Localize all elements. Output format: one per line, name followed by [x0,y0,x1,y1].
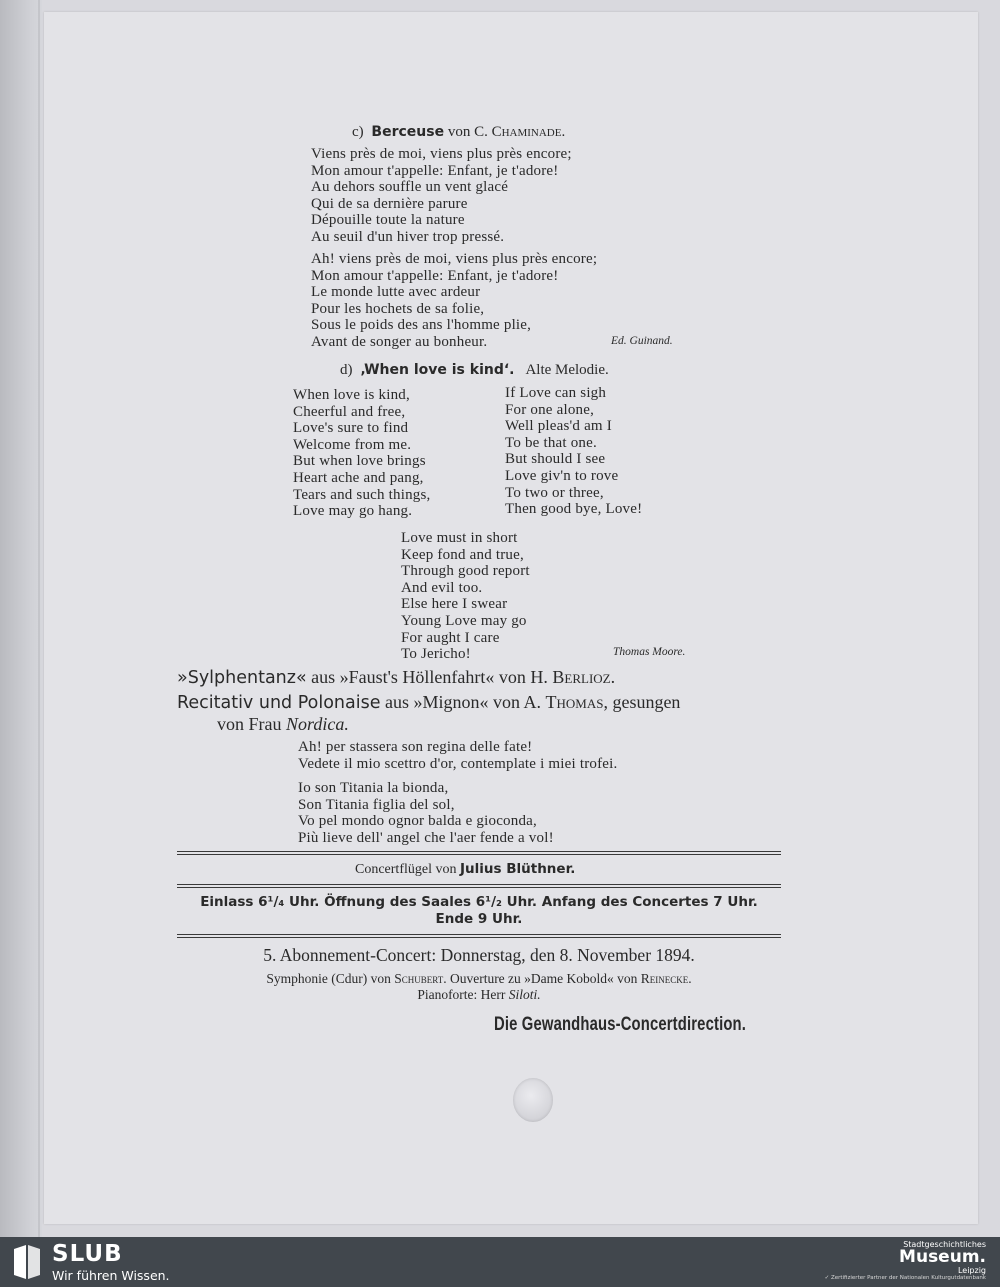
verse-line: For aught I care [401,629,500,646]
verse-line: To Jericho! [401,646,471,663]
verse-line: Love must in short [401,530,518,546]
when-love-title: ‚When love is kind‘. [360,362,515,378]
verse-line: To two or three, [505,484,604,501]
polonaise-title: Recitativ und Polonaise [177,693,381,713]
verse-line: Vedete il mio scettro d'or, contemplate i miei trofei. [298,755,618,772]
slub-logo-icon[interactable] [12,1243,42,1281]
verse-line: Sous le poids des ans l'homme plie, [311,317,532,334]
verse-line: Cheerful and free, [293,403,406,420]
sylphentanz-line: »Sylphentanz« aus »Faust's Höllenfahrt« von H. Berlioz. [177,667,616,688]
verse-line: Love's sure to find [293,420,409,437]
verse-line: Well pleas'd am I [505,418,612,435]
verse-line: Pour les hochets de sa folie, [311,300,485,317]
berceuse-stanza-1 [311,146,572,246]
aria-stanza-1 [298,739,617,772]
verse-line: Mon amour t'appelle: Enfant, je t'adore! [311,162,559,179]
divider-rule [177,884,781,888]
when-love-stanza-1 [293,387,431,520]
aria-stanza-2 [298,780,554,846]
museum-logo[interactable]: Stadtgeschichtliches Museum. Leipzig ✓ Zertifizierter Partner der Nationalen Kulturgutdatenbank [824,1240,986,1281]
verse-line: Au dehors souffle un vent glacé [311,179,509,196]
verse-line: Tears and such things, [293,486,431,503]
next-concert-line: 5. Abonnement-Concert: Donnerstag, den 8. November 1894. [263,945,695,965]
verse-line: Dépouille toute la nature [311,212,465,229]
singer-name: Nordica. [286,714,349,734]
verse-line: When love is kind, [293,387,410,403]
sylphentanz-title: »Sylphentanz« [177,668,307,688]
verse-line: Au seuil d'un hiver trop pressé. [311,228,505,245]
verse-line: Then good bye, Love! [505,501,643,518]
verse-line: Mon amour t'appelle: Enfant, je t'adore! [311,267,559,284]
when-love-stanza-3 [401,530,530,663]
verse-line: Son Titania figlia del sol, [298,796,455,813]
page-edge-shadow [0,0,42,1237]
verse-line: Welcome from me. [293,436,412,453]
next-concert-soloist: Pianoforte: Herr Siloti. [417,987,541,1002]
berceuse-title: Berceuse [371,124,445,140]
polonaise-singer-line: von Frau Nordica. [217,714,349,734]
when-love-subtitle: Alte Melodie. [525,362,609,378]
embossed-seal [513,1078,553,1122]
verse-line: Love may go hang. [293,503,413,520]
when-love-heading: d) ‚When love is kind‘. Alte Melodie. [340,362,609,378]
verse-line: Young Love may go [401,612,527,629]
verse-line: Love giv'n to rove [505,467,619,484]
divider-rule [177,934,781,938]
times-line-2: Ende 9 Uhr. [435,911,523,927]
divider-rule [177,851,781,855]
verse-line: Più lieve dell' angel che l'aer fende a vol! [298,829,554,846]
piano-credit: Concertflügel von Julius Blüthner. [355,861,576,877]
times-line-1: Einlass 6¹/₄ Uhr. Öffnung des Saales 6¹/₂ Uhr. Anfang des Concertes 7 Uhr. [200,894,758,910]
when-love-author: Thomas Moore. [613,646,686,658]
verse-line: Keep fond and true, [401,546,524,563]
verse-line: Viens près de moi, viens plus près encore; [311,146,572,162]
concert-direction-signature: Die Gewandhaus-Concertdirection. [494,1014,747,1035]
verse-line: But should I see [505,451,606,468]
next-concert-program: Symphonie (Cdur) von Schubert. Ouverture zu »Dame Kobold« von Reinecke. [266,971,692,986]
berceuse-heading: c) Berceuse von C. Chaminade. [352,124,566,140]
verse-line: Io son Titania la bionda, [298,780,449,796]
verse-line: And evil too. [401,579,483,596]
verse-line: Qui de sa dernière parure [311,195,468,212]
verse-line: Through good report [401,563,530,580]
verse-line: Avant de songer au bonheur. [311,333,488,350]
verse-line: Ah! per stassera son regina delle fate! [298,739,533,755]
binding-gutter [38,0,40,1237]
verse-line: Else here I swear [401,596,508,613]
verse-line: For one alone, [505,401,595,418]
verse-line: To be that one. [505,434,597,451]
when-love-stanza-2 [505,385,642,518]
verse-line: Vo pel mondo ognor balda e gioconda, [298,813,537,830]
verse-line: But when love brings [293,453,426,470]
berceuse-composer: C. Chaminade. [474,124,566,140]
polonaise-line: Recitativ und Polonaise aus »Mignon« von A. Thomas, gesungen [177,692,681,713]
piano-maker: Julius Blüthner. [459,861,576,877]
berceuse-stanza-2 [311,251,597,351]
footer-bar [0,1237,1000,1287]
slub-name[interactable]: SLUB [52,1241,123,1267]
slub-tagline: Wir führen Wissen. [52,1268,170,1283]
verse-line: If Love can sigh [505,385,607,401]
verse-line: Heart ache and pang, [293,469,424,486]
verse-line: Ah! viens près de moi, viens plus près encore; [311,251,598,267]
verse-line: Le monde lutte avec ardeur [311,284,481,301]
berceuse-author: Ed. Guinand. [611,335,673,347]
